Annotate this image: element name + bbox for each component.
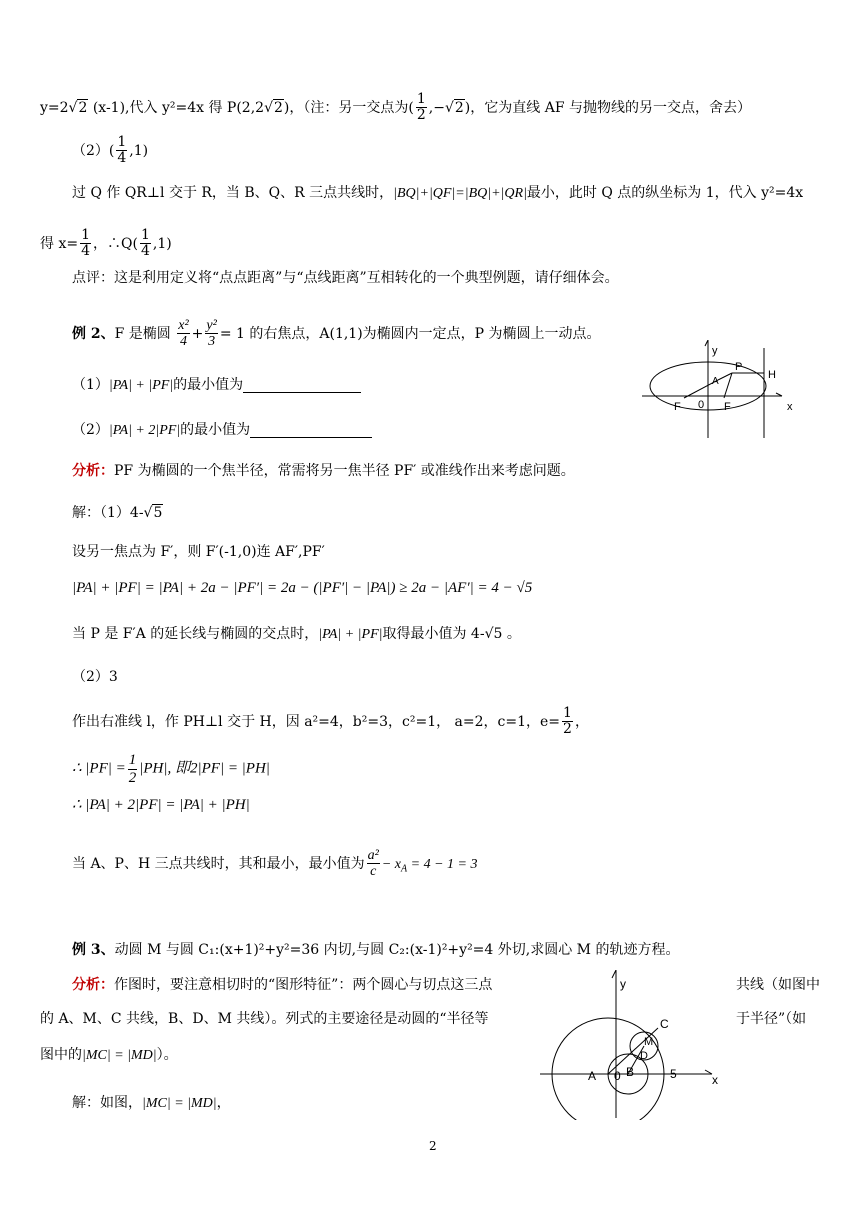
page-number: 2: [429, 1139, 437, 1153]
fraction: $\frac{1}{2}$: [128, 752, 137, 786]
ex2-inequality-chain: |PA| + |PF| = |PA| + 2a − |PF′| = 2a − (|PF′| − |PA|) ≥ 2a − |AF′| = 4 − √5: [72, 580, 533, 596]
math-expression: |PA| + |PF|: [108, 378, 174, 393]
radicand: 2: [273, 99, 283, 116]
label-x: x: [712, 1073, 718, 1087]
circles-figure: [540, 970, 730, 1120]
x-axis-arrow: [705, 1070, 712, 1074]
math-expression: |PA| + |PF|: [318, 627, 383, 642]
radicand: 2: [78, 99, 88, 116]
sqrt-symbol: √2: [264, 99, 283, 116]
math-expression: |MC| = |MD|: [82, 1048, 157, 1063]
ex2-let-line: 设另一焦点为 F′，则 F′(-1,0)连 AF′,PF′: [72, 544, 325, 560]
ex3-analysis-2: 的 A、M、C 共线，B、D、M 共线）。列式的主要途径是动圆的“半径等: [40, 1011, 489, 1027]
ex3-solution: 解：如图，|MC| = |MD|，: [72, 1095, 231, 1111]
ex2-q2: （2）|PA| + 2|PF|的最小值为: [72, 423, 372, 438]
label-h: H: [768, 369, 776, 381]
fraction: $\frac{1}{2}$: [416, 91, 426, 124]
sqrt-symbol: √2: [68, 99, 88, 116]
ex3-analysis-1: 分析：作图时，要注意相切时的“图形特征”：两个圆心与切点这三点: [72, 977, 493, 993]
label-five: 5: [670, 1067, 677, 1081]
fraction: $\frac{1}{2}$: [563, 705, 572, 738]
ex2-when-line: 当 P 是 F′A 的延长线与椭圆的交点时，|PA| + |PF|取得最小值为 4-√5 。: [72, 626, 521, 642]
analysis-label: 分析：: [72, 977, 114, 993]
ex2-pf-line: ∴ |PF| = $\frac{1}{2}$ |PH|, 即2|PF| = |PH|: [72, 752, 270, 786]
label-origin: 0: [698, 399, 705, 411]
text: )，（注：另一交点为(: [283, 99, 414, 116]
text: (x-1),代入 y²=4x 得 P(2,2: [92, 99, 265, 116]
label-b: B: [626, 1065, 635, 1079]
example-label: 例 3、: [72, 942, 115, 958]
ex2-part2: （2）3: [72, 669, 118, 685]
label-a: A: [588, 1069, 597, 1083]
fraction: $\frac{1}{4}$: [81, 227, 90, 260]
ex2-sum-line: ∴ |PA| + 2|PF| = |PA| + |PH|: [72, 797, 250, 813]
answer-blank[interactable]: [250, 423, 372, 438]
label-p: P: [735, 361, 743, 373]
label-m: M: [644, 1036, 654, 1048]
ex1-line1: [40, 92, 751, 124]
sqrt-symbol: √2: [444, 99, 464, 116]
text: y=2: [40, 99, 69, 116]
ex1-comment: 点评：这是利用定义将“点点距离”与“点线距离”互相转化的一个典型例题，请仔细体会。: [72, 270, 619, 286]
ex2-min-line: 当 A、P、H 三点共线时，其和最小，最小值为 $\frac{\text{a²}}{c}$ − $x_A = 4 - 1 = 3$: [72, 848, 478, 880]
label-d: D: [640, 1050, 648, 1062]
label-c: C: [660, 1017, 669, 1031]
label-origin: 0: [614, 1069, 621, 1083]
ex1-part2: （2）( $\frac{1}{4}$ ,1): [72, 134, 149, 167]
math-expression: |BQ|+|QF|=|BQ|+|QR|: [393, 186, 527, 201]
example-label: 例 2、: [72, 325, 115, 342]
answer-blank[interactable]: [243, 378, 361, 393]
ex3-analysis-3: 图中的|MC| = |MD|）。: [40, 1047, 178, 1063]
ex3-intro: 例 3、动圆 M 与圆 C₁:(x+1)²+y²=36 内切,与圆 C₂:(x-1)²+y²=4 外切,求圆心 M 的轨迹方程。: [72, 942, 680, 958]
ex2-intro: 例 2、F 是椭圆 $\frac{\text{x²}}{4}$ + $\frac{\text{y²}}{3}$ = 1 的右焦点，A(1,1)为椭圆内一定点，P 为椭圆上一动点。: [72, 318, 601, 350]
ex2-analysis: 分析：PF 为椭圆的一个焦半径，常需将另一焦半径 PF′ 或准线作出来考虑问题。: [72, 463, 575, 479]
fraction: $\frac{\text{y²}}{3}$: [206, 318, 217, 350]
fraction: $\frac{1}{4}$: [140, 227, 150, 260]
text: )，它为直线 AF 与抛物线的另一交点，舍去）: [464, 99, 751, 116]
math-expression: |PA| + 2|PF|: [108, 423, 181, 438]
text: ,−: [428, 99, 445, 116]
fraction: $\frac{\text{a²}}{c}$: [367, 848, 379, 880]
math-expression: |MC| = |MD|: [142, 1096, 217, 1111]
ellipse-figure: [642, 340, 812, 440]
ex2-directrix-line: 作出右准线 l，作 PH⊥l 交于 H，因 a²=4，b²=3，c²=1， a=2，c=1，e= $\frac{1}{2}$ ，: [72, 705, 589, 738]
sqrt-symbol: √5: [143, 505, 163, 521]
y-axis-arrow: [612, 970, 616, 978]
ex1-line4: 得 x= $\frac{1}{4}$ ，∴Q( $\frac{1}{4}$ ,1): [40, 227, 172, 260]
ex1-line3: 过 Q 作 QR⊥l 交于 R，当 B、Q、R 三点共线时，|BQ|+|QF|=|BQ|+|QR|最小，此时 Q 点的纵坐标为 1，代入 y²=4x: [72, 185, 804, 201]
ex3-analysis-1b: 共线（如图中: [736, 977, 820, 993]
label-y: y: [620, 977, 626, 991]
ex2-q1: （1）|PA| + |PF|的最小值为: [72, 378, 361, 393]
ex3-analysis-2b: 于半径”（如: [736, 1011, 807, 1027]
fraction: $\frac{\text{x²}}{4}$: [178, 318, 189, 350]
ex2-solution-1: 解：（1）4-√5: [72, 505, 163, 521]
label-f-left: F: [674, 401, 681, 413]
analysis-label: 分析：: [72, 463, 114, 479]
fraction: $\frac{1}{4}$: [117, 134, 127, 167]
label-x: x: [787, 401, 793, 413]
label-a: A: [712, 376, 719, 387]
label-f-right: F: [724, 401, 731, 413]
label-y: y: [712, 345, 718, 357]
